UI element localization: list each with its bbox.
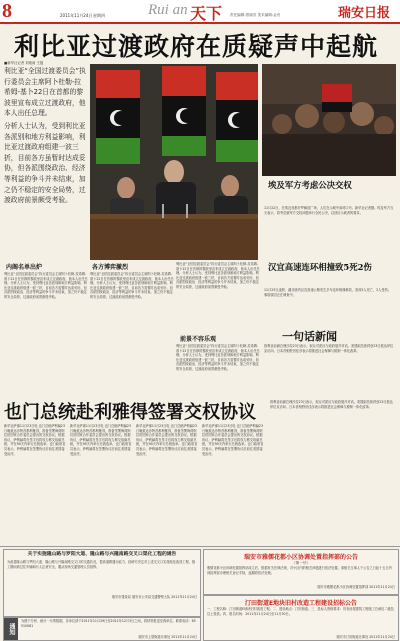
community-notice-text: 雅儒花都小区协调处置指挥部成立后，根据有关法律法规，对小区内的相关问题进行依法处置。请相关当事人于公告之日起十五日内到指挥部办理相关登记手续，逾期将依法处理。 <box>207 566 392 575</box>
story-column-3: 利比亚“全国过渡委员会”执行委员会主席阿卜杜勒-拉希姆-基卜22日在首都的黎波里宣布成立过渡政府，他本人出任总理。分析人士认为，受到利比亚各派别和地方利益影响，利比亚过渡政府组建一波三折，目前各方虽暂时达成妥协，但各派围绕政治、经济等利益的争斗并未结束，加之仍不稳定的安全局势，过渡政府前景颇受考验。 <box>176 262 260 289</box>
story-column-2: 利比亚“全国过渡委员会”执行委员会主席阿卜杜勒-拉希姆-基卜22日在首都的黎波里宣布成立过渡政府，他本人出任总理。分析人士认为，受到利比亚各派别和地方利益影响，利比亚过渡政府组建一波三折，目前各方虽暂时达成妥协，但各派围绕政治、经济等利益的争斗并未结束，加之仍不稳定的安全局势，过渡政府前景颇受考验。 <box>90 272 174 299</box>
community-notice-subhead: （第一号） <box>292 561 310 565</box>
story-column-4: 利比亚“全国过渡委员会”执行委员会主席阿卜杜勒-拉希姆-基卜22日在首都的黎波里宣布成立过渡政府，他本人出任总理。分析人士认为，受到利比亚各派别和地方利益影响，利比亚过渡政府组建一波三折，目前各方虽暂时达成妥协，但各派围绕政治、经济等利益的争斗并未结束，加之仍不稳定的安全局势，过渡政府前景颇受考验。 <box>176 344 260 371</box>
traffic-notice-headline: 关于实施隆山路与罗阳大道、隆山路与兴隆南路交叉口渠化工程的通告 <box>27 552 177 557</box>
brief-news-heading: 一句话新闻 <box>282 330 337 343</box>
traffic-notice-text: 为改善隆山路与罗阳大道、隆山路与兴隆南路交叉口的交通状况，提高道路通行能力，经研究决定对上述交叉口实施渠化改造工程。施工期间请过往车辆和行人注意安全，服从现场交通管理人员指挥。 <box>7 560 196 569</box>
community-notice-headline: 瑞安市雅儒花都小区协调处置指挥部的公告 <box>243 554 358 561</box>
notice-box <box>3 617 201 641</box>
tender-notice <box>203 595 399 641</box>
masthead-logo: 瑞安日报 <box>338 6 391 21</box>
main-news-photo <box>90 64 258 260</box>
community-notice-signoff: 瑞安市雅儒花都小区协调处置指挥部 2011年11月24日 <box>317 585 395 589</box>
subhead-contest: 各方博弈激烈 <box>92 264 129 271</box>
brief-news-text-continued: 叙利亚前副总理沙拉23日表示，叙反对派应与政府展开对话。美国副总统拜登23日抵达伊拉克访问。日本首相野田佳彦表示将推进社会保障与税制一体化改革。 <box>270 400 393 409</box>
brief-news-text: 叙利亚前副总理沙拉23日表示，叙反对派应与政府展开对话。美国副总统拜登23日抵达伊拉克访问。日本首相野田佳彦表示将推进社会保障与税制一体化改革。 <box>264 344 394 353</box>
page-number: 8 <box>2 0 12 22</box>
press-conference-image <box>90 64 258 260</box>
editor-line: 责任编辑:蔡丽芳 美术编辑:金舟 <box>230 13 281 17</box>
edition-weekday: 星期四 <box>93 13 105 18</box>
edition-date: 2011年11月24日 <box>60 13 93 18</box>
traffic-notice-signoff: 瑞安市建设局 瑞安市公安局交通警察大队 2011年11月24日 <box>111 595 197 599</box>
lede-paragraph-1: 利比亚“全国过渡委员会”执行委员会主席阿卜杜勒-拉希姆-基卜22日在首都的黎波里宣布成立过渡政府，他本人出任总理。 <box>4 67 86 118</box>
side-news-1-headline: 埃及军方考虑公决交权 <box>268 180 352 190</box>
protest-crowd-image <box>262 64 396 176</box>
second-story-column-2: 新华社萨那11月23日电 也门总统萨利赫23日晚抵达沙特首都利雅得，准备签署海湾阿拉伯国家合作委员会提出的交权协议。根据协议，萨利赫将在签字后将权力移交给副总统，并在90天内举行总统选举。也门政府官员表示，萨利赫将在签署协议后前往美国接受治疗。 <box>70 424 132 456</box>
second-story-column-4: 新华社萨那11月23日电 也门总统萨利赫23日晚抵达沙特首都利雅得，准备签署海湾阿拉伯国家合作委员会提出的交权协议。根据协议，萨利赫将在签字后将权力移交给副总统，并在90天内举行总统选举。也门政府官员表示，萨利赫将在签署协议后前往美国接受治疗。 <box>202 424 264 456</box>
side-news-2-text: 11月23日凌晨，湖北境内汉宜高速公路发生多车连环相撞事故，造成5人死亡，2人受伤。事故原因正在调查中。 <box>264 288 391 297</box>
subhead-outlook: 前景不容乐观 <box>180 336 217 343</box>
traffic-notice <box>3 549 201 617</box>
notice-text: 为便于分析、统计一月的数据，各单位请于2011年11月29日至2011年12月3日之间，将材料报送至我单位。联系电话：65510081 <box>21 619 196 628</box>
second-headline: 也门总统赴利雅得签署交权协议 <box>4 402 256 423</box>
tender-notice-signoff: 瑞安市汀田街道办事处 2011年11月24日 <box>336 635 395 639</box>
story-column-1: 利比亚“全国过渡委员会”执行委员会主席阿卜杜勒-拉希姆-基卜22日在首都的黎波里宣布成立过渡政府，他本人出任总理。分析人士认为，受到利比亚各派别和地方利益影响，利比亚过渡政府组建一波三折，目前各方虽暂时达成妥协，但各派围绕政治、经济等利益的争斗并未结束，加之仍不稳定的安全局势，过渡政府前景颇受考验。 <box>4 272 88 299</box>
egypt-protest-photo <box>262 64 396 176</box>
tender-notice-text: 一、工程名称：汀田街道E地块旧村改造工程。二、建设地点：汀田街道。三、投标人资格要求：具有房屋建筑工程施工总承包二级及以上资质。四、报名时间：2011年11月24日至11月30日。 <box>207 607 394 616</box>
second-story-column-3: 新华社萨那11月23日电 也门总统萨利赫23日晚抵达沙特首都利雅得，准备签署海湾阿拉伯国家合作委员会提出的交权协议。根据协议，萨利赫将在签字后将权力移交给副总统，并在90天内举行总统选举。也门政府官员表示，萨利赫将在签署协议后前往美国接受治疗。 <box>136 424 198 456</box>
bottom-divider <box>0 546 400 547</box>
notice-footer: 瑞安市上望街道办事处 2011年11月24日 <box>138 635 197 639</box>
lede-box <box>4 66 86 251</box>
side-news-1-text: 11月22日，在埃及首都开罗解放广场，人们在示威中高呼口号。新华社记者摄。埃及军方当天表示，将考虑就军方交权问题举行全民公决，以回应示威者的要求。 <box>264 206 394 215</box>
top-byline: ■新华社记者 刘迪南 王磊 <box>4 61 44 65</box>
tender-notice-headline: 汀田街道E地块旧村改造工程建设招标公告 <box>244 600 358 607</box>
community-notice <box>203 549 399 595</box>
second-story-column-1: 新华社萨那11月23日电 也门总统萨利赫23日晚抵达沙特首都利雅得，准备签署海湾阿拉伯国家合作委员会提出的交权协议。根据协议，萨利赫将在签字后将权力移交给副总统，并在90天内举行总统选举。也门政府官员表示，萨利赫将在签署协议后前往美国接受治疗。 <box>4 424 66 456</box>
subhead-cabinet: 内阁名单出炉 <box>6 264 43 271</box>
notice-label: 通知 <box>4 618 18 640</box>
edition-title: 天下 <box>190 4 223 23</box>
lede-paragraph-2: 分析人士认为，受到利比亚各派别和地方利益影响，利比亚过渡政府组建一波三折，目前各方虽暂时达成妥协，但各派围绕政治、经济等利益的争斗并未结束，加之仍不稳定的安全局势，过渡政府前景颇受考验。 <box>4 121 86 205</box>
edition-latin: Rui an <box>148 2 188 18</box>
top-headline: 利比亚过渡政府在质疑声中起航 <box>14 32 379 61</box>
side-news-2-headline: 汉宜高速连环相撞致5死2伤 <box>268 262 372 272</box>
